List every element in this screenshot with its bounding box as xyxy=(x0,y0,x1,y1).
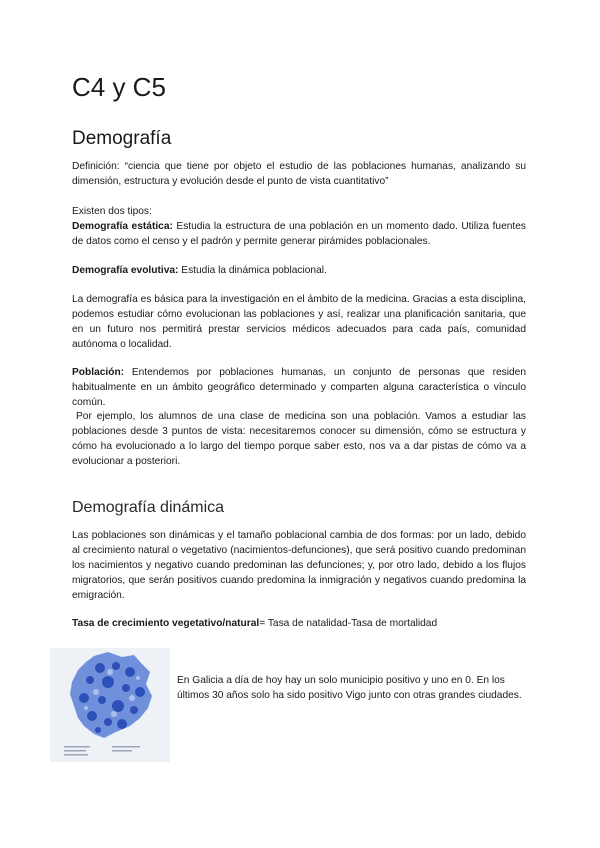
types-intro: Existen dos tipos: xyxy=(72,206,152,217)
section-title-demografia-dinamica: Demografía dinámica xyxy=(72,499,225,516)
galicia-map-image xyxy=(50,648,170,762)
galicia-map-graphic xyxy=(50,648,170,762)
section-title-demografia: Demografía xyxy=(72,128,172,149)
rate-formula: = Tasa de natalidad-Tasa de mortalidad xyxy=(259,618,438,629)
galicia-paragraph: En Galicia a día de hoy hay un solo municipio positivo y uno en 0. En los últimos 30 años solo ha sido positivo Vigo junto con otras grandes ciudades. xyxy=(177,675,522,701)
example-paragraph: Por ejemplo, los alumnos de una clase de medicina son una población. Vamos a estudiar las poblaciones desde 3 puntos de vista: necesitaremos conocer su dimensión, cómo se estructura y cómo ha evolucionado a lo largo del tiempo porque saber esto, nos va a dar pistas de cómo va a evolucionar a posteriori. xyxy=(72,411,526,467)
evolutive-demography-paragraph xyxy=(72,263,526,278)
rate-label: Tasa de crecimiento vegetativo/natural xyxy=(72,618,260,629)
medicine-paragraph: La demografía es básica para la investigación en el ámbito de la medicina. Gracias a esta disciplina, podemos estudiar cómo evolucionan las poblaciones y así, realizar una planificación sanitaria, que en un futuro nos permitirá prestar servicios médicos adecuados para cada país, comunidad autónoma o localidad. xyxy=(72,294,526,350)
page-title: C4 y C5 xyxy=(72,72,166,102)
dynamic-paragraph: Las poblaciones son dinámicas y el tamaño poblacional cambia de dos formas: por un lado, debido al crecimiento natural o vegetativo (nacimientos-defunciones), que será positivo cuando predominan los nacimientos y negativo cuando predominan las defunciones; y, por otro lado, debido a los flujos migratorios, que serán positivos cuando predomina la inmigración y negativos cuando predomina la emigración. xyxy=(72,530,526,601)
population-label: Población: xyxy=(72,367,125,378)
evolutive-text: Estudia la dinámica poblacional. xyxy=(181,265,327,276)
rate-formula-paragraph xyxy=(72,616,526,631)
static-label: Demografía estática: xyxy=(72,221,173,232)
population-paragraph xyxy=(72,365,526,410)
map-legend xyxy=(64,746,140,756)
definition-paragraph: Definición: “ciencia que tiene por objeto el estudio de las poblaciones humanas, analizando su dimensión, estructura y evolución desde el punto de vista cuantitativo” xyxy=(72,161,526,187)
static-demography-paragraph xyxy=(72,219,526,249)
evolutive-label: Demografía evolutiva: xyxy=(72,265,179,276)
population-text: Entendemos por poblaciones humanas, un conjunto de personas que residen habitualmente en un ámbito geográfico determinado y comparten alguna característica o vínculo común. xyxy=(72,367,526,408)
static-text: Estudia la estructura de una población en un momento dado. Utiliza fuentes de datos como el censo y el padrón y permite generar pirámides poblacionales. xyxy=(72,221,526,247)
